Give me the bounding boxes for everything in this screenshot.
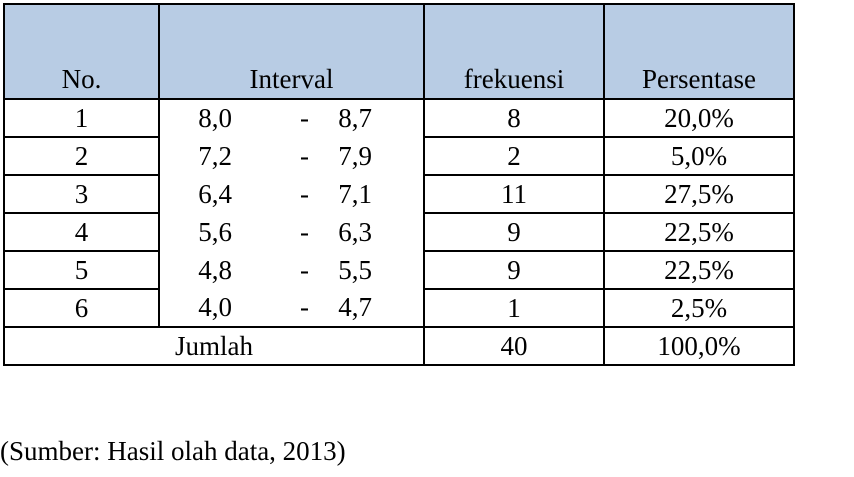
interval-separator: -: [300, 140, 309, 171]
interval-upper: 4,7: [338, 292, 372, 322]
interval-upper: 7,9: [338, 140, 372, 171]
total-frequency: 40: [424, 327, 604, 365]
row-number: 1: [4, 99, 159, 137]
row-number: 5: [4, 251, 159, 289]
interval-upper: 5,5: [338, 254, 372, 285]
table-row: [4, 99, 794, 137]
interval-lower: 7,2: [198, 140, 232, 171]
row-frequency: 9: [424, 251, 604, 289]
interval-separator: -: [300, 216, 309, 247]
table-row: [4, 251, 794, 289]
row-frequency: 1: [424, 289, 604, 327]
row-frequency: 9: [424, 213, 604, 251]
row-percentage: 5,0%: [604, 137, 794, 175]
interval-lower: 4,0: [198, 292, 232, 322]
interval-separator: -: [300, 103, 309, 133]
table-row: [4, 289, 794, 327]
row-number: 3: [4, 175, 159, 213]
row-number: 2: [4, 137, 159, 175]
row-percentage: 22,5%: [604, 213, 794, 251]
total-row: [4, 327, 794, 365]
header-interval: Interval: [159, 4, 424, 99]
interval-lower: 5,6: [198, 216, 232, 247]
row-frequency: 2: [424, 137, 604, 175]
row-interval: [159, 251, 424, 289]
row-interval: [159, 99, 424, 137]
interval-lower: 8,0: [198, 103, 232, 133]
row-frequency: 8: [424, 99, 604, 137]
row-percentage: 20,0%: [604, 99, 794, 137]
interval-separator: -: [300, 178, 309, 209]
row-frequency: 11: [424, 175, 604, 213]
interval-upper: 7,1: [338, 178, 372, 209]
header-no: No.: [4, 4, 159, 99]
header-frequency: frekuensi: [424, 4, 604, 99]
row-interval: [159, 137, 424, 175]
interval-separator: -: [300, 292, 309, 322]
interval-upper: 6,3: [338, 216, 372, 247]
total-percentage: 100,0%: [604, 327, 794, 365]
table-header-row: [4, 4, 794, 99]
row-interval: [159, 175, 424, 213]
row-interval: [159, 289, 424, 327]
row-percentage: 22,5%: [604, 251, 794, 289]
source-caption: (Sumber: Hasil olah data, 2013): [0, 436, 346, 466]
row-interval: [159, 213, 424, 251]
table-row: [4, 213, 794, 251]
header-percentage: Persentase: [604, 4, 794, 99]
interval-lower: 4,8: [198, 254, 232, 285]
table-row: [4, 175, 794, 213]
table-row: [4, 137, 794, 175]
row-number: 4: [4, 213, 159, 251]
frequency-table: [3, 3, 795, 366]
row-percentage: 27,5%: [604, 175, 794, 213]
row-percentage: 2,5%: [604, 289, 794, 327]
total-label: Jumlah: [4, 327, 424, 365]
interval-lower: 6,4: [198, 178, 232, 209]
interval-separator: -: [300, 254, 309, 285]
interval-upper: 8,7: [338, 103, 372, 133]
row-number: 6: [4, 289, 159, 327]
